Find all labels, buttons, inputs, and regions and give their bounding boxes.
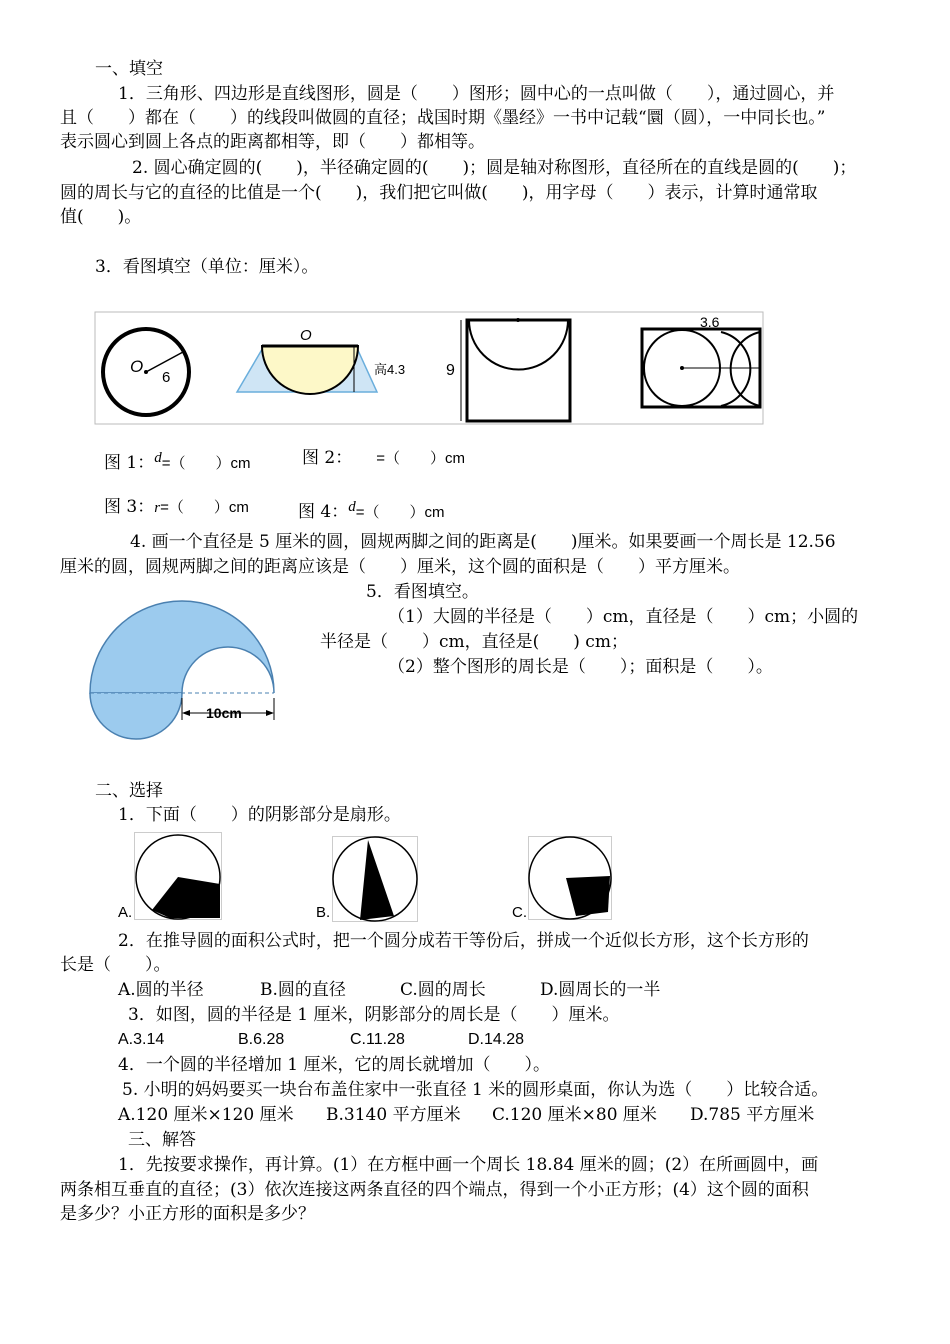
- ans1-prefix: 图 1：: [104, 453, 155, 473]
- s2-q5-option-c[interactable]: C.120 厘米×80 厘米: [492, 1105, 657, 1125]
- s2-q2-line1: 2．在推导圆的面积公式时，把一个圆分成若干等份后，拼成一个近似长方形，这个长方形的: [118, 931, 809, 951]
- option-c-label[interactable]: C.: [512, 904, 527, 921]
- q5-line3: （2）整个图形的周长是（ ）；面积是（ ）。: [388, 657, 773, 677]
- s2-q5: 5. 小明的妈妈要买一块台布盖住家中一张直径 1 米的圆形桌面，你认为选（ ）比较合适。: [122, 1080, 829, 1100]
- s2-q2-line2: 长是（ ）。: [60, 955, 171, 975]
- ans3-var: r: [154, 500, 161, 516]
- q2-line3: 值( )。: [60, 207, 142, 227]
- q4-line2: 厘米的圆，圆规两脚之间的距离应该是（ ）厘米，这个圆的面积是（ ）平方厘米。: [60, 557, 740, 577]
- s2-q3-option-c[interactable]: C.11.28: [350, 1031, 405, 1048]
- ans2-rest: =（ ）cm: [376, 450, 465, 467]
- ans4-var: d: [348, 499, 356, 515]
- fig3-side-label: 9: [446, 362, 455, 379]
- option-a-figure: [134, 832, 222, 920]
- ans4-prefix: 图 4：: [298, 502, 349, 522]
- s2-q3: 3．如图，圆的半径是 1 厘米，阴影部分的周长是（ ）厘米。: [128, 1005, 620, 1025]
- s2-q3-option-a[interactable]: A.3.14: [118, 1031, 165, 1048]
- fig2-height-label: 高4.3: [374, 362, 406, 377]
- q5-crescent-figure: [86, 586, 286, 746]
- fig4-label: 3.6: [700, 314, 720, 330]
- ans1-rest: =（ ）cm: [161, 455, 251, 472]
- s3-q1-line3: 是多少？小正方形的面积是多少？: [60, 1204, 315, 1224]
- s2-q4: 4．一个圆的半径增加 1 厘米，它的周长就增加（ ）。: [118, 1055, 550, 1075]
- q1-line3: 表示圆心到圆上各点的距离都相等，即（ ）都相等。: [60, 132, 485, 152]
- ans3-rest: =（ ）cm: [160, 499, 249, 516]
- s2-q5-option-a[interactable]: A.120 厘米×120 厘米: [118, 1105, 294, 1125]
- s2-q2-option-d[interactable]: D.圆周长的一半: [540, 980, 661, 1000]
- fig1-radius-label: 6: [162, 369, 171, 386]
- ans3: [104, 496, 249, 519]
- s2-q5-option-b[interactable]: B.3140 平方厘米: [326, 1105, 461, 1125]
- q1-line1: 1．三角形、四边形是直线图形，圆是（ ）图形；圆中心的一点叫做（ ），通过圆心，并: [118, 84, 835, 104]
- section3-heading: 三、解答: [128, 1130, 196, 1150]
- fig2-center-label: O: [300, 327, 312, 344]
- q5-figure-label: 10cm: [206, 705, 242, 721]
- ans4-rest: =（ ）cm: [355, 504, 445, 521]
- q5-title: 5．看图填空。: [366, 582, 479, 602]
- q1-line2: 且（ ）都在（ ）的线段叫做圆的直径；战国时期《墨经》一书中记载“圜（圆），一中同长也。”: [60, 108, 826, 128]
- s3-q1-line2: 两条相互垂直的直径；(3）依次连接这两条直径的四个端点，得到一个小正方形；(4）这个圆的面积: [60, 1180, 809, 1200]
- s3-q1-line1: 1．先按要求操作，再计算。(1）在方框中画一个周长 18.84 厘米的圆；(2）在所画圆中，画: [118, 1155, 819, 1175]
- fig3-square-semicircle: [446, 318, 570, 421]
- fig2-trapezoid: [237, 327, 405, 394]
- fig4-rect-circles: [642, 314, 760, 407]
- s2-q2-option-a[interactable]: A.圆的半径: [118, 980, 204, 1000]
- fig1-center-label: O: [130, 357, 144, 376]
- q2-line1: 2. 圆心确定圆的( )，半径确定圆的( )；圆是轴对称图形，直径所在的直线是圆的( )；: [132, 158, 857, 178]
- option-c-figure: [528, 836, 612, 920]
- s2-q5-option-d[interactable]: D.785 平方厘米: [690, 1105, 815, 1125]
- section2-heading: 二、选择: [95, 781, 163, 801]
- q3-title: 3．看图填空（单位：厘米）。: [95, 257, 319, 277]
- ans1: [104, 447, 251, 475]
- s2-q3-option-d[interactable]: D.14.28: [468, 1031, 525, 1048]
- option-b-label[interactable]: B.: [316, 904, 331, 921]
- section-heading: 一、填空: [95, 59, 163, 79]
- ans2-prefix: 图 2：: [302, 448, 353, 468]
- q4-line1: 4. 画一个直径是 5 厘米的圆，圆规两脚之间的距离是( )厘米。如果要画一个周长是 12.56: [130, 532, 836, 552]
- ans3-prefix: 图 3：: [104, 497, 155, 517]
- fig1-circle: [103, 329, 189, 415]
- option-b-figure: [332, 836, 418, 922]
- ans4: [298, 496, 445, 524]
- q5-line2: 半径是（ ）cm，直径是( ) cm；: [320, 632, 628, 652]
- s2-q2-option-b[interactable]: B.圆的直径: [260, 980, 346, 1000]
- s2-q1: 1．下面（ ）的阴影部分是扇形。: [118, 805, 401, 825]
- q5-line1: （1）大圆的半径是（ ）cm，直径是（ ）cm；小圆的: [388, 607, 859, 627]
- s2-q3-option-b[interactable]: B.6.28: [238, 1031, 285, 1048]
- q2-line2: 圆的周长与它的直径的比值是一个( )，我们把它叫做( )，用字母（ ）表示，计算时通常取: [60, 183, 818, 203]
- option-a-label[interactable]: A.: [118, 904, 133, 921]
- s2-q2-option-c[interactable]: C.圆的周长: [400, 980, 486, 1000]
- q3-figures: [94, 310, 764, 426]
- ans2: [302, 447, 465, 470]
- ans1-var: d: [154, 450, 162, 466]
